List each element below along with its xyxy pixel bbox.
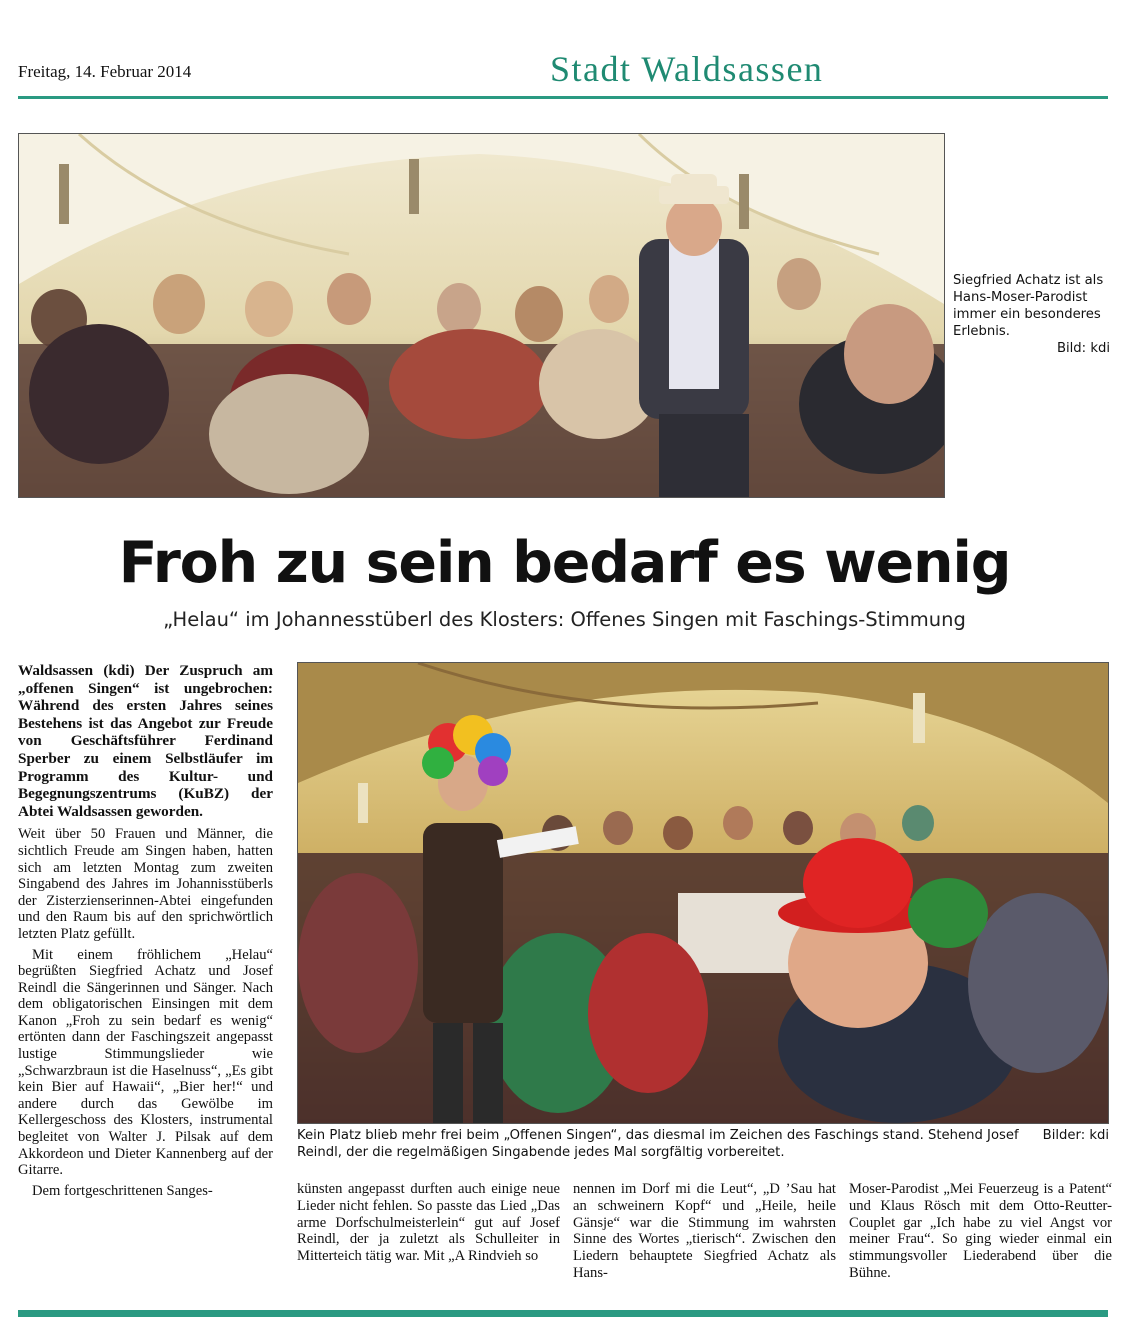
subheadline: „Helau“ im Johannesstüberl des Klosters: Offenes Singen mit Faschings-Stimmung xyxy=(163,608,966,631)
headline: Froh zu sein bedarf es wenig xyxy=(118,530,1011,596)
photo1-caption xyxy=(953,272,1110,357)
issue-date: Freitag, 14. Februar 2014 xyxy=(18,62,192,81)
section-title: Stadt Waldsassen xyxy=(550,49,824,89)
photo2-credit: Bilder: kdi xyxy=(1042,1128,1109,1143)
photo1-caption-text: Siegfried Achatz ist als Hans-Moser-Parodist immer ein besonderes Erlebnis. xyxy=(953,273,1104,339)
header-rule xyxy=(18,96,1108,99)
photo-offenes-singen xyxy=(297,662,1109,1124)
article-paragraph-3: Dem fortgeschrittenen Sanges- xyxy=(32,1182,213,1199)
footer-rule xyxy=(18,1310,1108,1317)
article-column-3: nennen im Dorf mi die Leut“, „D ’Sau hat an schweinern Kopf“ und „Heile, heile Gänsje“ war die Stimmung im wahrsten Sinne des Wortes „tierisch“. Zwischen den Liedern behauptete Siegfried Achatz als Hans- xyxy=(573,1181,836,1281)
article-column-4: Moser-Parodist „Mei Feuerzeug is a Patent“ und Klaus Rösch mit dem Otto-Reutter-Couplet gar „Ich habe zu viel Angst vor meiner Frau“. So ging wieder einmal ein stimmungsvoller Liederabend über die Bühne. xyxy=(849,1181,1112,1281)
photo2-caption xyxy=(297,1127,1109,1161)
photo1-credit: Bild: kdi xyxy=(1056,341,1110,356)
photo-hans-moser-parodist xyxy=(18,133,945,498)
article-column-2: künsten angepasst durften auch einige neue Lieder nicht fehlen. So passte das Lied „Das arme Dorfschulmeisterlein“ gut auf Josef Reindl, der ja zuletzt als Schulleiter in Mitterteich tätig war. Mit „A Rindvieh so xyxy=(297,1181,560,1265)
article-column-1 xyxy=(18,662,273,1199)
article-paragraph-1: Weit über 50 Frauen und Männer, die sichtlich Freude am Singen haben, hatten sich am letzten Montag zum zweiten Singabend des Jahres im Johannisstüberls der Zisterzienserinnen-Abtei eingefunden und den Raum bis auf den sprichwörtlich letzten Platz gefüllt. xyxy=(18,826,273,942)
article-lead: Waldsassen (kdi) Der Zuspruch am „offenen Singen“ ist ungebrochen: Während des ersten Jahres seines Bestehens ist das Angebot zur Freude von Geschäftsführer Ferdinand Sperber zu einem Selbstläufer im Programm des Kultur- und Begegnungszentrums (KuBZ) der Abtei Waldsassen geworden. xyxy=(18,662,273,820)
article-paragraph-2: Mit einem fröhlichem „Helau“ begrüßten Siegfried Achatz und Josef Reindl die Sängerinnen und Sänger. Nach dem obligatorischen Einsingen mit dem Kanon „Froh zu sein bedarf es wenig“ ertönten dann der Faschingszeit angepasst lustige Stimmungslieder wie „Schwarzbraun ist die Haselnuss“, „Es gibt kein Bier auf Hawaii“, „Bier her!“ und andere durch das Gewölbe im Kellergeschoss des Klosters, instrumental begleitet von Walter J. Pilsak auf dem Akkordeon und Dieter Kannenberg auf der Gitarre. xyxy=(18,946,273,1179)
photo2-caption-text: Kein Platz blieb mehr frei beim „Offenen Singen“, das diesmal im Zeichen des Faschings stand. Stehend Josef Reindl, der die regelmäßigen Singabende jedes Mal sorgfältig vorbereitet. xyxy=(297,1128,1019,1160)
